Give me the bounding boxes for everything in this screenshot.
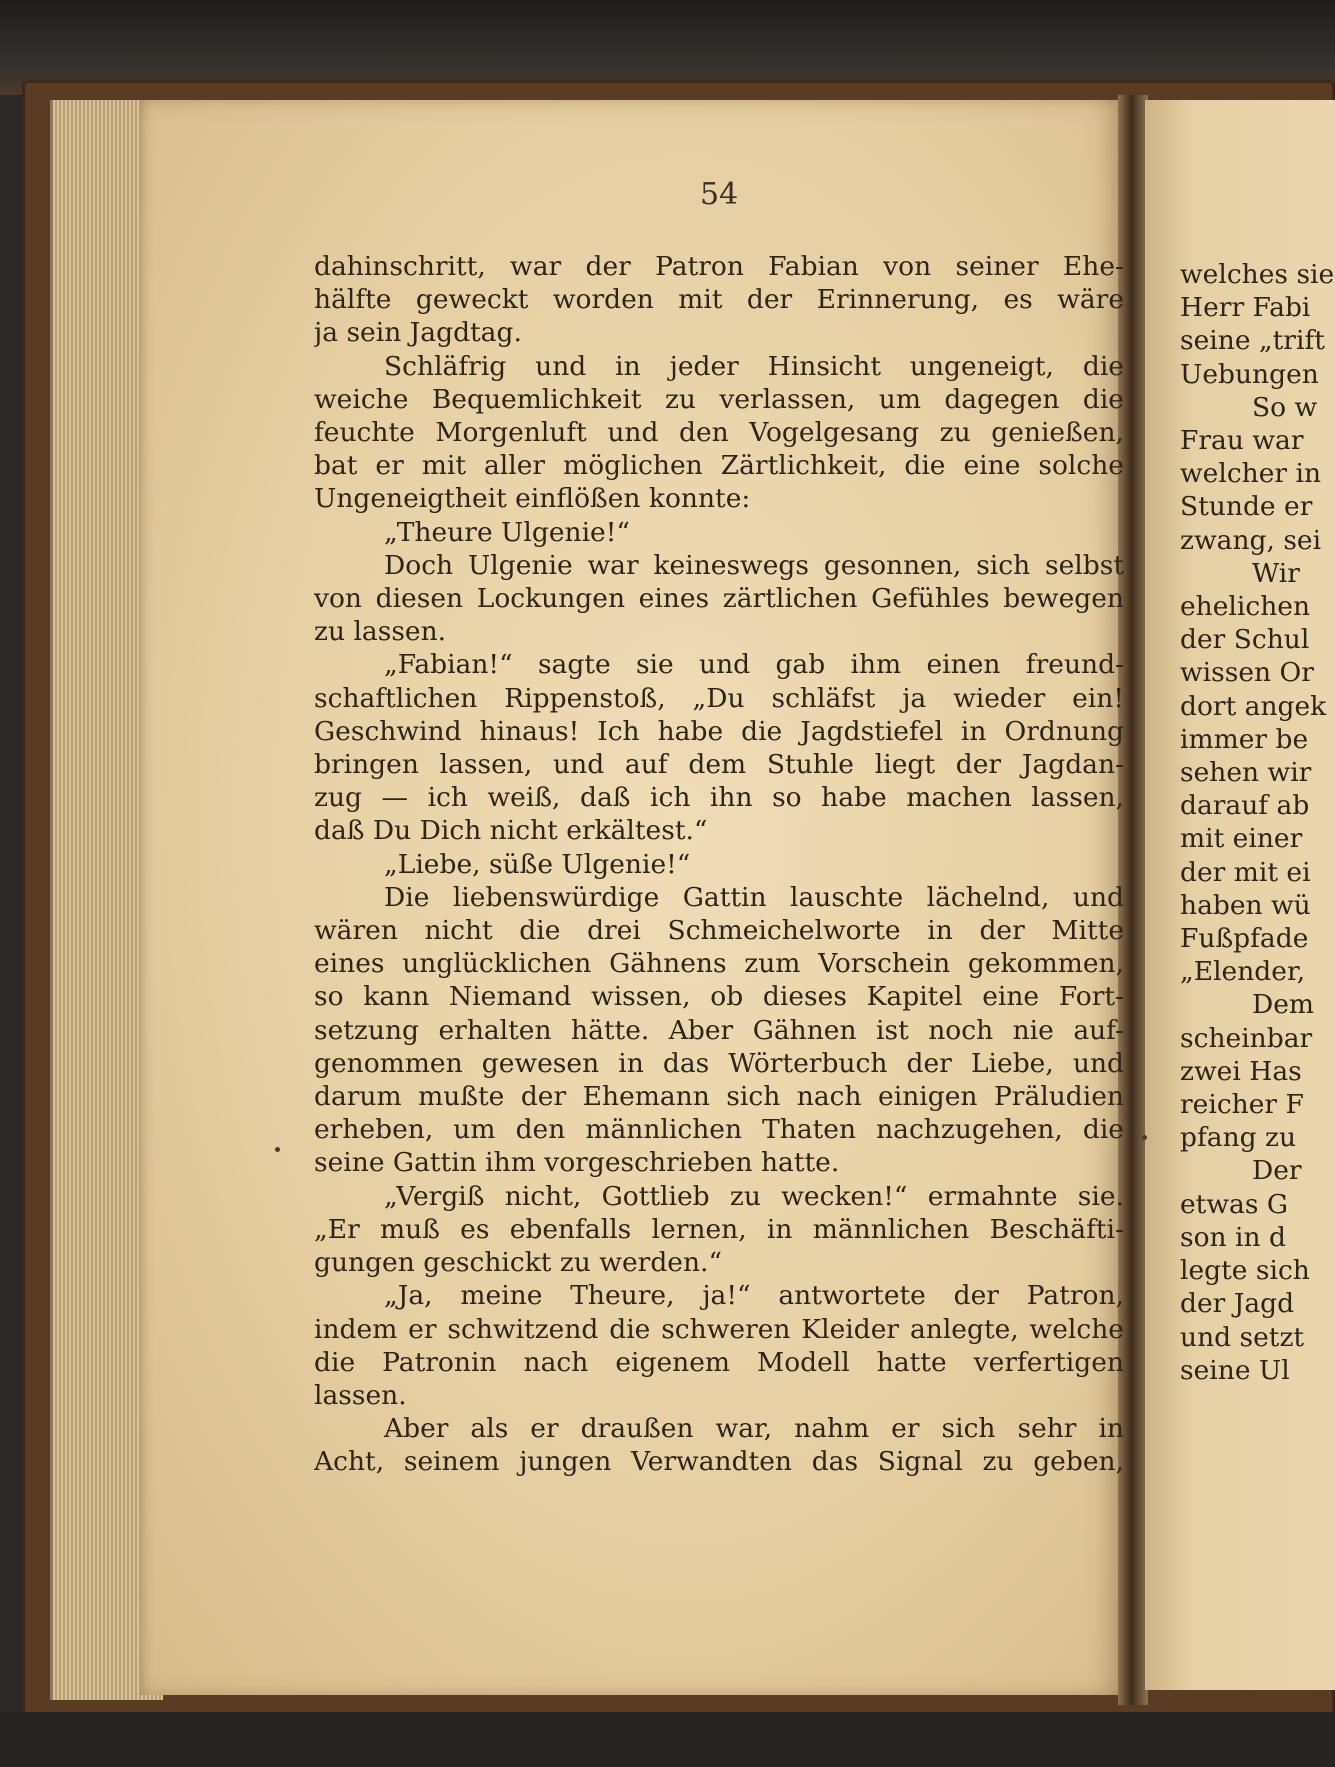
text-line: etwas G bbox=[1180, 1188, 1289, 1220]
text-line: Geschwind hinaus! Ich habe die Jagdstiefel in Ordnung bbox=[314, 715, 1124, 747]
text-line: darum mußte der Ehemann sich nach einigen Präludien bbox=[314, 1081, 1124, 1113]
text-line: der Jagd bbox=[1180, 1288, 1295, 1320]
text-line: wissen Or bbox=[1180, 657, 1314, 689]
text-line: Uebungen bbox=[1180, 358, 1319, 390]
text-line: Fußpfade bbox=[1180, 923, 1309, 955]
text-line: erheben, um den männlichen Thaten nachzugehen, die bbox=[314, 1114, 1124, 1146]
text-line: schaftlichen Rippenstoß, „Du schläfst ja wieder ein! bbox=[314, 682, 1124, 714]
text-line: der mit ei bbox=[1180, 856, 1311, 888]
text-line: „Fabian!“ sagte sie und gab ihm einen freund- bbox=[384, 649, 1124, 681]
text-line: zug — ich weiß, daß ich ihn so habe machen lassen, bbox=[314, 782, 1124, 814]
text-line: indem er schwitzend die schweren Kleider anlegte, welche bbox=[314, 1313, 1124, 1345]
text-line: hälfte geweckt worden mit der Erinnerung, es wäre bbox=[314, 284, 1124, 316]
text-line: zwei Has bbox=[1180, 1055, 1302, 1087]
text-line: feuchte Morgenluft und den Vogelgesang zu genießen, bbox=[314, 417, 1124, 449]
text-line: von diesen Lockungen eines zärtlichen Gefühles bewegen bbox=[314, 583, 1124, 615]
text-line: „Elender, bbox=[1180, 956, 1306, 988]
text-line: son in d bbox=[1180, 1221, 1286, 1253]
text-line: legte sich bbox=[1180, 1255, 1310, 1287]
text-line: Doch Ulgenie war keineswegs gesonnen, sich selbst bbox=[384, 549, 1124, 581]
text-line: der Schul bbox=[1180, 624, 1310, 656]
ink-speck bbox=[1142, 1135, 1147, 1140]
text-line: daß Du Dich nicht erkältest.“ bbox=[314, 815, 708, 847]
text-line: zwang, sei bbox=[1180, 524, 1322, 556]
text-line: welcher in bbox=[1180, 458, 1322, 490]
text-line: „Er muß es ebenfalls lernen, in männlichen Beschäfti- bbox=[314, 1213, 1124, 1245]
page-number: 54 bbox=[700, 177, 739, 212]
text-line: genommen gewesen in das Wörterbuch der Liebe, und bbox=[314, 1047, 1124, 1079]
text-line: eines unglücklichen Gähnens zum Vorschein gekommen, bbox=[314, 948, 1124, 980]
text-line: scheinbar bbox=[1180, 1022, 1313, 1054]
text-line: wären nicht die drei Schmeichelworte in der Mitte bbox=[314, 915, 1124, 947]
text-line: Frau war bbox=[1180, 425, 1304, 457]
text-line: seine Gattin ihm vorgeschrieben hatte. bbox=[314, 1147, 840, 1179]
text-line: dahinschritt, war der Patron Fabian von seiner Ehe- bbox=[314, 251, 1124, 282]
text-line: „Vergiß nicht, Gottlieb zu wecken!“ ermahnte sie. bbox=[384, 1180, 1124, 1212]
text-line: seine Ul bbox=[1180, 1354, 1290, 1386]
text-line: bat er mit aller möglichen Zärtlichkeit, die eine solche bbox=[314, 450, 1124, 482]
text-line: sehen wir bbox=[1180, 757, 1312, 789]
text-line: Schläfrig und in jeder Hinsicht ungeneigt, die bbox=[384, 350, 1124, 382]
text-line: zu lassen. bbox=[314, 616, 447, 648]
text-line: Herr Fabi bbox=[1180, 292, 1311, 324]
text-line: darauf ab bbox=[1180, 790, 1310, 822]
text-line: haben wü bbox=[1180, 889, 1311, 921]
text-line: und setzt bbox=[1180, 1321, 1305, 1353]
text-line: bringen lassen, und auf dem Stuhle liegt der Jagdan- bbox=[314, 749, 1124, 781]
text-line: Ungeneigtheit einflößen konnte: bbox=[314, 483, 751, 515]
ink-speck bbox=[275, 1147, 280, 1152]
text-line: Acht, seinem jungen Verwandten das Signal zu geben, bbox=[314, 1446, 1124, 1478]
text-line: setzung erhalten hätte. Aber Gähnen ist noch nie auf- bbox=[314, 1014, 1124, 1046]
text-line: Dem bbox=[1252, 989, 1315, 1021]
text-line: gungen geschickt zu werden.“ bbox=[314, 1247, 723, 1279]
text-line: So w bbox=[1252, 391, 1318, 423]
text-line: immer be bbox=[1180, 723, 1309, 755]
text-line: Aber als er draußen war, nahm er sich sehr in bbox=[384, 1413, 1124, 1445]
text-line: weiche Bequemlichkeit zu verlassen, um dagegen die bbox=[314, 383, 1124, 415]
text-line: „Liebe, süße Ulgenie!“ bbox=[384, 848, 691, 880]
right-page-text bbox=[1180, 258, 1335, 1387]
text-line: pfang zu bbox=[1180, 1122, 1297, 1154]
text-line: dort angek bbox=[1180, 690, 1327, 722]
text-line: ehelichen bbox=[1180, 591, 1311, 623]
text-line: lassen. bbox=[314, 1379, 407, 1411]
text-line: welches sie bbox=[1180, 259, 1335, 290]
text-line: „Theure Ulgenie!“ bbox=[384, 516, 630, 548]
text-line: Die liebenswürdige Gattin lauschte lächelnd, und bbox=[384, 881, 1124, 913]
scan-background-bottom bbox=[0, 1712, 1335, 1767]
text-line: Wir bbox=[1252, 557, 1300, 589]
text-line: die Patronin nach eigenem Modell hatte verfertigen bbox=[314, 1346, 1124, 1378]
text-line: Stunde er bbox=[1180, 491, 1313, 523]
text-line: so kann Niemand wissen, ob dieses Kapitel eine Fort- bbox=[314, 981, 1124, 1013]
text-line: seine „trift bbox=[1180, 325, 1325, 357]
text-line: reicher F bbox=[1180, 1089, 1304, 1121]
text-line: „Ja, meine Theure, ja!“ antwortete der Patron, bbox=[384, 1280, 1124, 1312]
text-line: Der bbox=[1252, 1155, 1302, 1187]
text-line: mit einer bbox=[1180, 823, 1303, 855]
text-line: ja sein Jagdtag. bbox=[314, 317, 522, 349]
left-page-text bbox=[314, 250, 1124, 1479]
